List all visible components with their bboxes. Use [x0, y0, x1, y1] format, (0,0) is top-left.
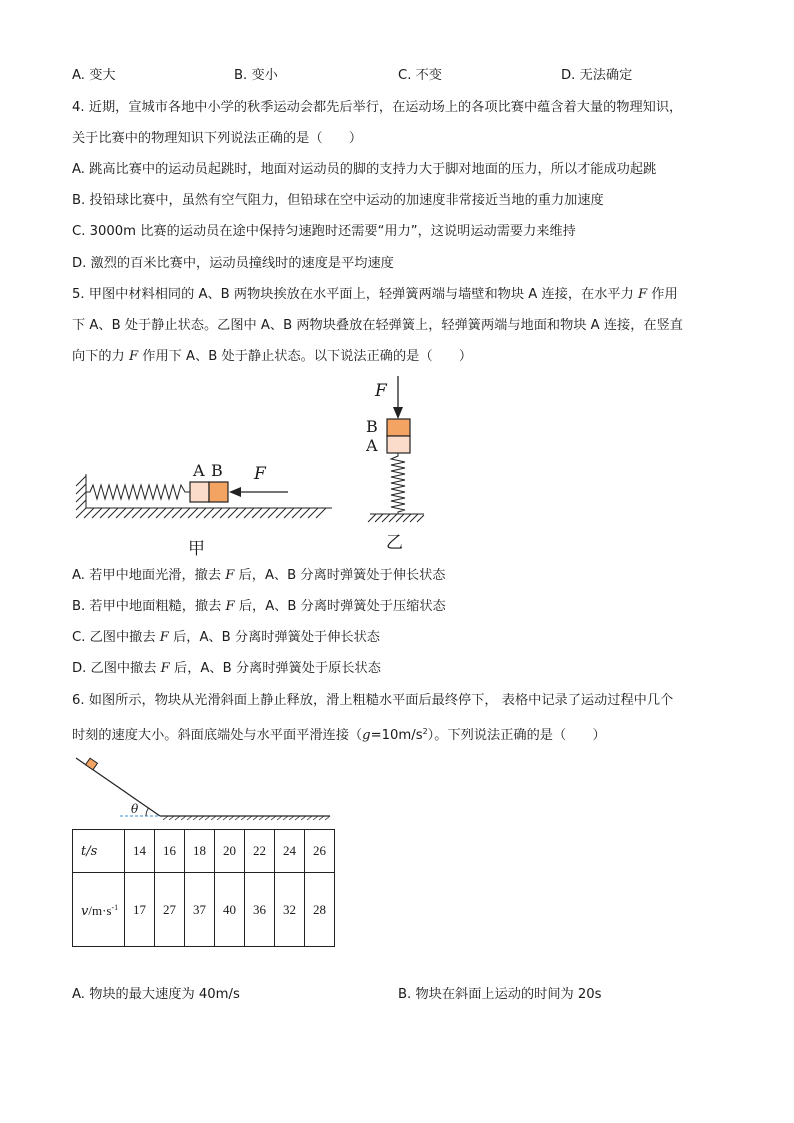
label-b: B [366, 417, 378, 436]
block-a [190, 482, 209, 502]
q4-option-a: A. 跳高比赛中的运动员起跳时，地面对运动员的脚的支持力大于脚对地面的压力，所以才能成功起跳 [72, 162, 657, 177]
t-cell: 18 [185, 830, 215, 873]
t-cell: 14 [125, 830, 155, 873]
t-cell: 26 [305, 830, 335, 873]
q4-option-d: D. 激烈的百米比赛中，运动员撞线时的速度是平均速度 [72, 256, 394, 271]
q6-option-b: B. 物块在斜面上运动的时间为 20s [398, 987, 602, 1002]
q3-option-b: B. 变小 [234, 68, 278, 83]
figure-jia [70, 452, 340, 558]
spring-horizontal [86, 485, 190, 499]
t-cell: 22 [245, 830, 275, 873]
t-cell: 24 [275, 830, 305, 873]
q3-option-c: C. 不变 [398, 68, 442, 83]
spring-vertical [391, 453, 405, 514]
force-arrow-vertical [393, 376, 403, 419]
v-cell: 28 [305, 873, 335, 947]
q5-stem-line1: 5. 甲图中材料相同的 A、B 两物块挨放在水平面上，轻弹簧两端与墙壁和物块 A 连接，在水平力 F 作用 [72, 287, 678, 302]
force-arrow-horizontal [229, 487, 288, 497]
q3-option-d: D. 无法确定 [561, 68, 633, 83]
table-row-time [73, 830, 335, 873]
table-row-velocity [73, 873, 335, 947]
q4-option-b: B. 投铅球比赛中，虽然有空气阻力，但铅球在空中运动的加速度非常接近当地的重力加速度 [72, 193, 604, 208]
label-a: A [193, 461, 205, 480]
q3-option-a: A. 变大 [72, 68, 116, 83]
force-label: F [375, 381, 387, 401]
q5-option-d: D. 乙图中撤去 F 后，A、B 分离时弹簧处于原长状态 [72, 661, 381, 676]
block-b [209, 482, 228, 502]
caption-jia: 甲 [188, 539, 205, 558]
v-cell: 32 [275, 873, 305, 947]
block-b [387, 419, 410, 436]
incline-figure [72, 756, 334, 822]
q4-stem-line1: 4. 近期，宣城市各地中小学的秋季运动会都先后举行，在运动场上的各项比赛中蕴含着大量的物理知识， [72, 100, 683, 115]
label-b: B [211, 461, 223, 480]
v-cell: 40 [215, 873, 245, 947]
figure-yi [360, 374, 430, 554]
block-a [387, 436, 410, 453]
q5-stem-line2: 下 A、B 处于静止状态。乙图中 A、B 两物块叠放在轻弹簧上，轻弹簧两端与地面和物块 A 连接，在竖直 [72, 318, 683, 333]
force-label: F [254, 464, 266, 484]
t-cell: 20 [215, 830, 245, 873]
q5-stem-line3: 向下的力 F 作用下 A、B 处于静止状态。以下说法正确的是（ ） [72, 349, 473, 364]
t-cell: 16 [155, 830, 185, 873]
label-a: A [366, 436, 378, 455]
v-cell: 36 [245, 873, 275, 947]
velocity-table [72, 829, 335, 947]
q5-option-c: C. 乙图中撤去 F 后，A、B 分离时弹簧处于伸长状态 [72, 630, 380, 645]
v-cell: 17 [125, 873, 155, 947]
v-header: $v/m\cdot s^{-1}$ [73, 873, 125, 947]
q4-stem-line2: 关于比赛中的物理知识下列说法正确的是（ ） [72, 131, 363, 146]
q5-option-b: B. 若甲中地面粗糙，撤去 F 后，A、B 分离时弹簧处于压缩状态 [72, 599, 446, 614]
ground-hatching [84, 508, 326, 518]
v-cell: 37 [185, 873, 215, 947]
v-cell: 27 [155, 873, 185, 947]
angle-label: θ [131, 802, 139, 816]
caption-yi: 乙 [386, 533, 403, 553]
q6-stem-line2: 时刻的速度大小。斜面底端处与水平面平滑连接$(g=10m/s^2)$。下列说法正确的是（ ） [72, 727, 606, 743]
angle-arc [146, 808, 149, 816]
q6-option-a: A. 物块的最大速度为 40m/s [72, 987, 240, 1002]
q6-stem-line1: 6. 如图所示，物块从光滑斜面上静止释放，滑上粗糙水平面后最终停下， 表格中记录了运动过程中几个 [72, 693, 674, 708]
sliding-block [86, 758, 98, 770]
q5-option-a: A. 若甲中地面光滑，撤去 F 后，A、B 分离时弹簧处于伸长状态 [72, 568, 446, 583]
q4-option-c: C. 3000m 比赛的运动员在途中保持匀速跑时还需要“用力”，这说明运动需要力来维持 [72, 224, 576, 239]
ground-hatching [368, 514, 424, 522]
t-header: t/s [73, 830, 125, 873]
